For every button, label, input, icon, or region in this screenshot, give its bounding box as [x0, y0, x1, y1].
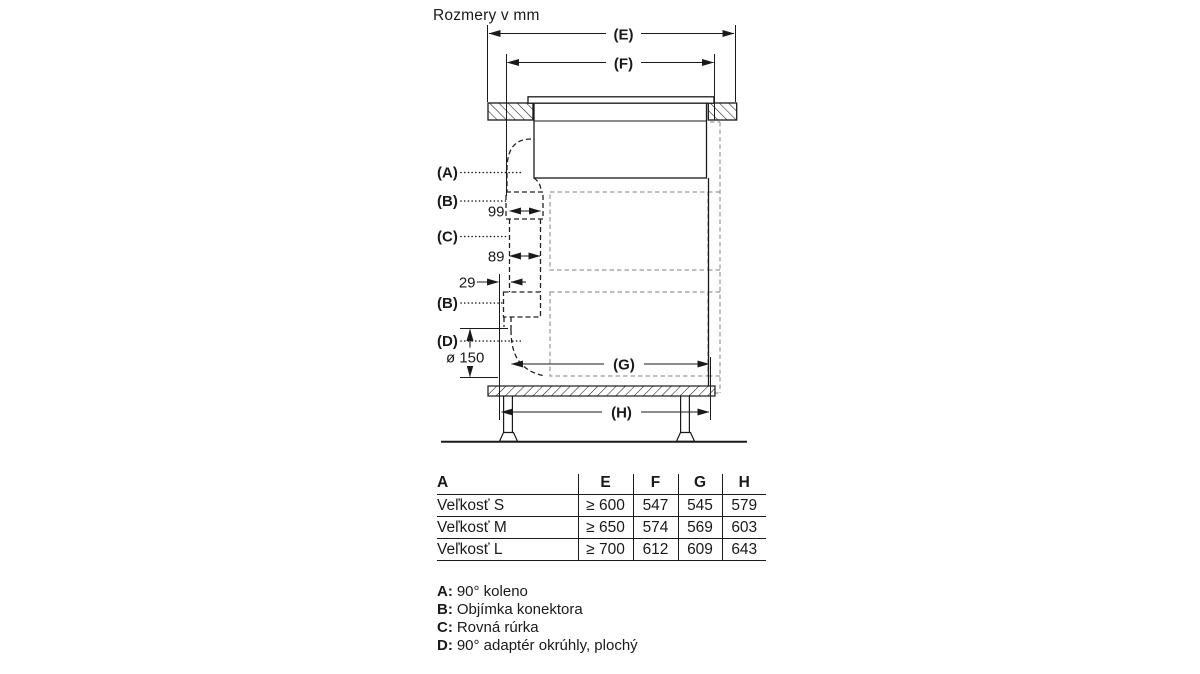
part-label-A: (A): [437, 164, 458, 182]
cabinet-legs: [500, 396, 695, 441]
duct-elbow-A: [507, 139, 531, 192]
cell-value: 574: [633, 517, 678, 539]
dimension-table: [437, 474, 766, 561]
cell-value: 612: [633, 539, 678, 561]
extension-lines: [460, 25, 736, 420]
legend-item-A: [437, 583, 638, 601]
cell-value: ≥ 650: [578, 517, 633, 539]
cell-value: 547: [633, 495, 678, 517]
duct-connector-B2: [504, 292, 541, 317]
dim-value-150: ø 150: [446, 349, 485, 367]
dim-label-E: (E): [613, 26, 634, 44]
cell-value: 569: [678, 517, 722, 539]
dim-label-G: (G): [613, 356, 635, 374]
hob-body: [534, 103, 707, 178]
legend-text: 90° koleno: [456, 583, 528, 600]
legend-key: C:: [437, 619, 453, 636]
col-header-G: G: [678, 474, 722, 495]
part-label-B1: (B): [437, 193, 458, 210]
legend-text: Rovná rúrka: [456, 619, 539, 636]
dimension-diagram: [428, 18, 772, 452]
cell-value: ≥ 700: [578, 539, 633, 561]
cell-value: 643: [722, 539, 766, 561]
legend-key: B:: [437, 601, 453, 618]
table-row-size-s: [437, 495, 766, 517]
worktop-left: [488, 103, 533, 120]
cell-value: 609: [678, 539, 722, 561]
cell-size-name: Veľkosť S: [437, 495, 578, 517]
dim-value-29: 29: [458, 274, 476, 292]
legend-text: 90° adaptér okrúhly, plochý: [456, 637, 638, 654]
cell-size-name: Veľkosť M: [437, 517, 578, 539]
cell-size-name: Veľkosť L: [437, 539, 578, 561]
cell-value: 545: [678, 495, 722, 517]
parts-legend: [437, 583, 638, 655]
col-header-E: E: [578, 474, 633, 495]
diagram-title: Rozmery v mm: [433, 7, 540, 24]
base-panel: [488, 386, 715, 396]
cell-value: 603: [722, 517, 766, 539]
worktop-and-hob: [441, 97, 747, 442]
duct-adapter-D: [504, 317, 545, 376]
part-label-C: (C): [437, 228, 458, 246]
part-label-B2: (B): [437, 295, 458, 312]
cell-value: 579: [722, 495, 766, 517]
duct-connector-B1: [506, 192, 543, 219]
col-header-F: F: [633, 474, 678, 495]
dim-label-F: (F): [613, 55, 634, 73]
legend-key: A:: [437, 583, 453, 600]
table-header-row: [437, 474, 766, 495]
hob-top-plate: [528, 97, 714, 103]
worktop-right: [708, 103, 736, 120]
legend-item-B: [437, 601, 638, 619]
cell-value: ≥ 600: [578, 495, 633, 517]
dim-label-H: (H): [611, 404, 632, 422]
col-header-H: H: [722, 474, 766, 495]
part-label-D: (D): [437, 333, 458, 350]
table-row-size-m: [437, 517, 766, 539]
legend-text: Objímka konektora: [456, 601, 583, 618]
col-header-A: A: [437, 474, 578, 495]
legend-item-C: [437, 619, 638, 637]
table-row-size-l: [437, 539, 766, 561]
legend-item-D: [437, 637, 638, 655]
dim-value-89: 89: [487, 248, 505, 266]
dim-value-99: 99: [487, 203, 505, 221]
legend-key: D:: [437, 637, 453, 654]
